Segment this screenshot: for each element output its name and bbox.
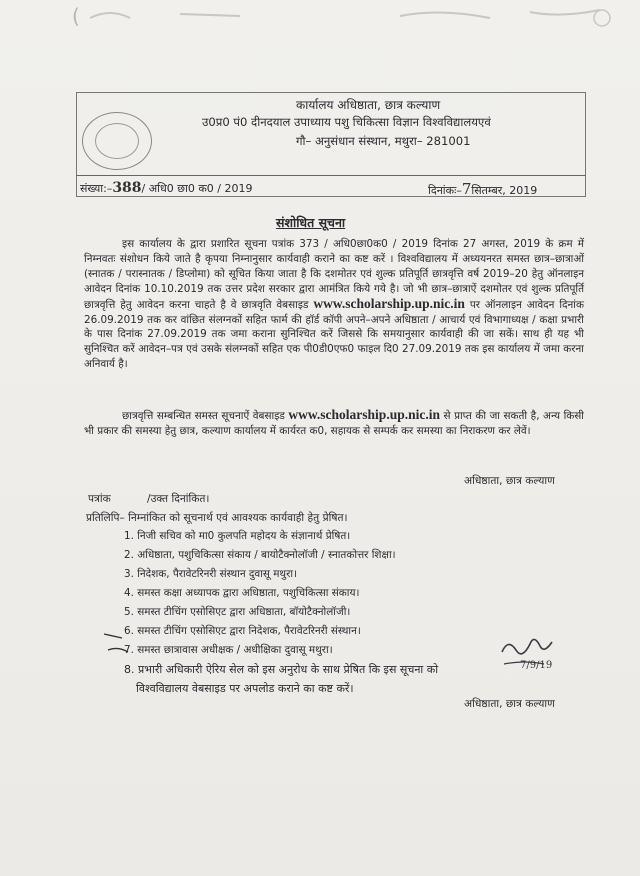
list-item: विश्वविद्यालय वेबसाइड पर अपलोड कराने का कष्ट करें। [136,682,354,695]
list-item: 8. प्रभारी अधिकारी ऐरिय सेल को इस अनुरोध के साथ प्रेषित कि इस सूचना को [124,663,439,676]
scholarship-link-1[interactable]: www.scholarship.up.nic.in [313,295,465,311]
recipient-list [124,527,438,698]
list-item: 7. समस्त छात्रावास अधीक्षक / अधीक्षिका दुवासू मथुरा। [124,644,333,656]
list-item: 3. निदेशक, पैरावेटरिनरी संस्थान दुवासू मथुरा। [124,568,297,580]
header-line-1: कार्यालय अधिष्ठाता, छात्र कल्याण [296,98,441,112]
signature-scrawl-icon [494,630,564,680]
patrank-rest: /उक्त दिनांकित। [147,493,210,505]
signature-date: 7/9/19 [520,660,553,671]
patrank-label: पत्रांक [88,493,111,505]
header-line-2: उ0प्र0 पं0 दीनदयाल उपाध्याय पशु चिकित्सा विज्ञान विश्वविद्यालयएवं [202,115,491,129]
header-line-3: गौ– अनुसंधान संस्थान, मथुरा– 281001 [296,134,471,148]
top-left-mark: ( [72,4,80,28]
notice-paragraph-2: छात्रवृत्ति सम्बन्धित समस्त सूचनाऐं वेबसाइड www.scholarship.up.nic.in से प्राप्त की जा सकती है, अन्य किसी भी प्रकार की समस्या हेतु छात्र, कल्याण कार्यालय में कार्यरत क0, सहायक से सम्पर्क कर समस्या का निराकरण कर लेवें। [84,407,584,437]
notice-paragraph-1: इस कार्यालय के द्वारा प्रशारित सूचना पत्रांक 373 / अधि0छा0क0 / 2019 दिनांक 27 अगस्त, 2019 के क्रम में निम्नवतः संशोधन किये जाते है कृपया निम्नानुसार कार्यवाही कराने का कष्ट करें । विश्वविद्यालय में अध्ययनरत समस्त छात्र–छात्राओं (स्नातक / परास्नातक / डिप्लोमा) को सूचित किया जाता है कि दशमोतर एवं शुल्क प्रतिपूर्ति छात्रवृत्ति वर्ष 2019–20 हेतु ऑनलाइन आवेदन दिनांक 10.10.2019 तक उत्तर प्रदेश सरकार द्वारा आमंत्रित किये गये है। जो भी छात्र–छात्राऐं दशमोतर एवं शुल्क प्रतिपूर्ति छात्रवृत्ति हेतु आवेदन करना चाहते है वे छात्रवृति वेबसाइड www.scholarship.up.nic.in पर ऑनलाइन आवेदन दिनांक 26.09.2019 तक कर वांछित संलग्नकों सहित फार्म की हॉर्ड कॉपी अपने–अपने अधिष्ठाता / आचार्य एवं विभागाध्यक्ष / कक्षा प्रभारी के पास दिनांक 27.09.2019 तक जमा कराना सुनिश्चित करें जिससे कि समयानुसार कार्यवाही की जा सकें। साथ ही यह भी सुनिश्चित करें आवेदन–पत्र एवं उसके संलग्नकों सहित एक पी0डी0एफ0 फाइल दि0 27.09.2019 तक इस कार्यालय में जमा करना अनिवार्य है। [84,238,584,371]
list-item: 5. समस्त टीचिंग एसोसिएट द्वारा अधिष्ठाता, बॉयोटैक्नोलॉजी। [124,606,351,618]
list-item: 6. समस्त टीचिंग एसोसिएट द्वारा निदेशक, पैरावेटरिनरी संस्थान। [124,625,361,637]
reference-number: संख्या:–388/ अधि0 छा0 क0 / 2019 [80,180,253,196]
list-item: 1. निजी सचिव को मा0 कुलपति महोदय के संज्ञानार्थ प्रेषित। [124,530,351,542]
university-logo-icon [82,112,152,170]
top-scribble [60,0,620,40]
signatory-1: अधिष्ठाता, छात्र कल्याण [464,475,555,487]
copy-to-line: प्रतिलिपि– निम्नांकित को सूचनार्थ एवं आवश्यक कार्यवाही हेतु प्रेषित। [86,512,348,524]
pen-underline-mark [98,620,138,660]
letterhead-divider [76,175,586,176]
scholarship-link-2[interactable]: www.scholarship.up.nic.in [288,407,440,422]
notice-title: संशोधित सूचना [276,215,346,230]
reference-date: दिनांकः–7सितम्बर, 2019 [428,180,538,198]
list-item: 2. अधिष्ठाता, पशुचिकित्सा संकाय / बायोटैक्नोलॉजी / स्नातकोत्तर शिक्षा। [124,549,396,561]
list-item: 4. समस्त कक्षा अध्यापक द्वारा अधिष्ठाता, पशुचिकित्सा संकाय। [124,587,360,599]
signatory-2: अधिष्ठाता, छात्र कल्याण [464,698,555,710]
